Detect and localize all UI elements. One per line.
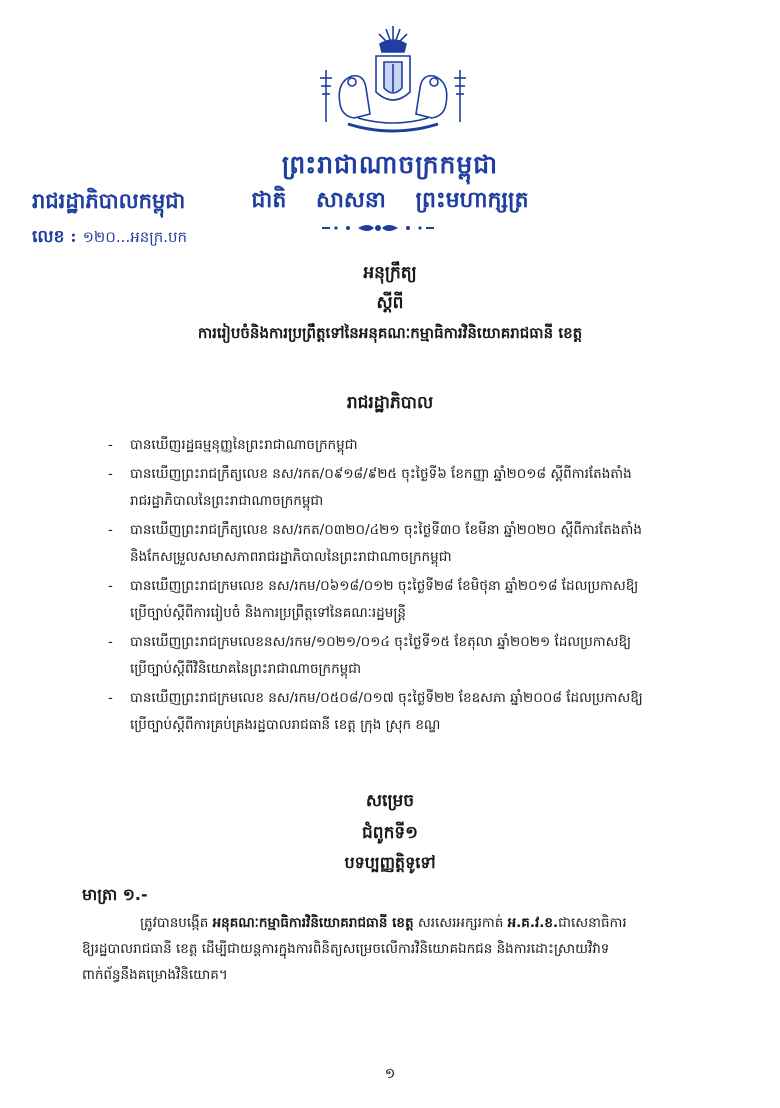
issuer-heading: រាជរដ្ឋាភិបាល <box>346 393 434 413</box>
document-number <box>32 226 187 251</box>
document-subject: ការរៀបចំនិងការប្រព្រឹត្តទៅនៃអនុគណៈកម្មាធិការវិនិយោគរាជធានី ខេត្ត <box>197 324 583 342</box>
royal-coat-of-arms-icon <box>318 22 468 140</box>
government-name: រាជរដ្ឋាភិបាលកម្ពុជា <box>32 188 186 213</box>
decision-heading: សម្រេច <box>365 791 415 811</box>
reference-item: - បានឃើញព្រះរាជក្រឹត្យលេខ នស/រកត/០៩១៨/៩២៥ ចុះថ្ងៃទី៦ ខែកញ្ញា ឆ្នាំ២០១៨ ស្ដីពីការតែងតាំង រាជរដ្ឋាភិបាលនៃព្រះរាជាណាចក្រកម្ពុជា <box>108 461 708 515</box>
reference-item: - បានឃើញព្រះរាជក្រមលេខ នស/រកម/០៥០៨/០១៧ ចុះថ្ងៃទី២២ ខែឧសភា ឆ្នាំ២០០៨ ដែលប្រកាសឱ្យ ប្រើច្បាប់ស្ដីពីការគ្រប់គ្រងរដ្ឋបាលរាជធានី ខេត្ត ក្រុង ស្រុក ខណ្ឌ <box>108 685 708 739</box>
reference-item: - បានឃើញព្រះរាជក្រមលេខ នស/រកម/០៦១៨/០១២ ចុះថ្ងៃទី២៨ ខែមិថុនា ឆ្នាំ២០១៨ ដែលប្រកាសឱ្យ ប្រើច្បាប់ស្ដីពីការរៀបចំ និងការប្រព្រឹត្តទៅនៃគណៈរដ្ឋមន្ត្រី <box>108 573 708 627</box>
references-list <box>108 432 708 741</box>
kingdom-title: ព្រះរាជាណាចក្រកម្ពុជា <box>281 150 499 179</box>
reference-item: - បានឃើញព្រះរាជក្រឹត្យលេខ នស/រកត/០៣២០/៤២១ ចុះថ្ងៃទី៣០ ខែមីនា ឆ្នាំ២០២០ ស្ដីពីការតែងតាំង និងកែសម្រួលសមាសភាពរាជរដ្ឋាភិបាលនៃព្រះរាជាណាចក្រកម្ពុជា <box>108 517 708 571</box>
reference-item: - បានឃើញរដ្ឋធម្មនុញ្ញនៃព្រះរាជាណាចក្រកម្ពុជា <box>108 432 708 459</box>
page-number: ១ <box>384 1066 396 1082</box>
document-number-label: លេខ : <box>32 227 77 247</box>
national-motto: ជាតិ សាសនា ព្រះមហាក្សត្រ <box>251 187 529 213</box>
chapter-title: បទប្បញ្ញត្តិទូទៅ <box>344 853 436 872</box>
about-label: ស្ដីពី <box>376 293 404 313</box>
article-heading: មាត្រា ១.- <box>82 885 148 904</box>
header-ornament-icon <box>318 220 438 236</box>
document-type: អនុក្រឹត្យ <box>363 263 417 283</box>
article-body: ត្រូវបានបង្កើត អនុគណៈកម្មាធិការវិនិយោគរាជធានី ខេត្ត សរសេរអក្សរកាត់ អ.គ.វ.ខ.ជាសេនាធិការ ឱ្យរដ្ឋបាលរាជធានី ខេត្ត ដើម្បីជាយន្តការក្នុងការពិនិត្យសម្រេចលើការវិនិយោគឯកជន និងការដោះស្រាយវិវាទ ពាក់ព័ន្ធនឹងគម្រោងវិនិយោគ។ <box>82 915 627 983</box>
document-number-value: ១២០...អនក្រ.បក <box>82 228 188 246</box>
chapter-heading: ជំពូកទី១ <box>361 823 419 843</box>
reference-item: - បានឃើញព្រះរាជក្រមលេខនស/រកម/១០២១/០១៤ ចុះថ្ងៃទី១៥ ខែតុលា ឆ្នាំ២០២១ ដែលប្រកាសឱ្យ ប្រើច្បាប់ស្ដីពីវិនិយោគនៃព្រះរាជាណាចក្រកម្ពុជា <box>108 629 708 683</box>
